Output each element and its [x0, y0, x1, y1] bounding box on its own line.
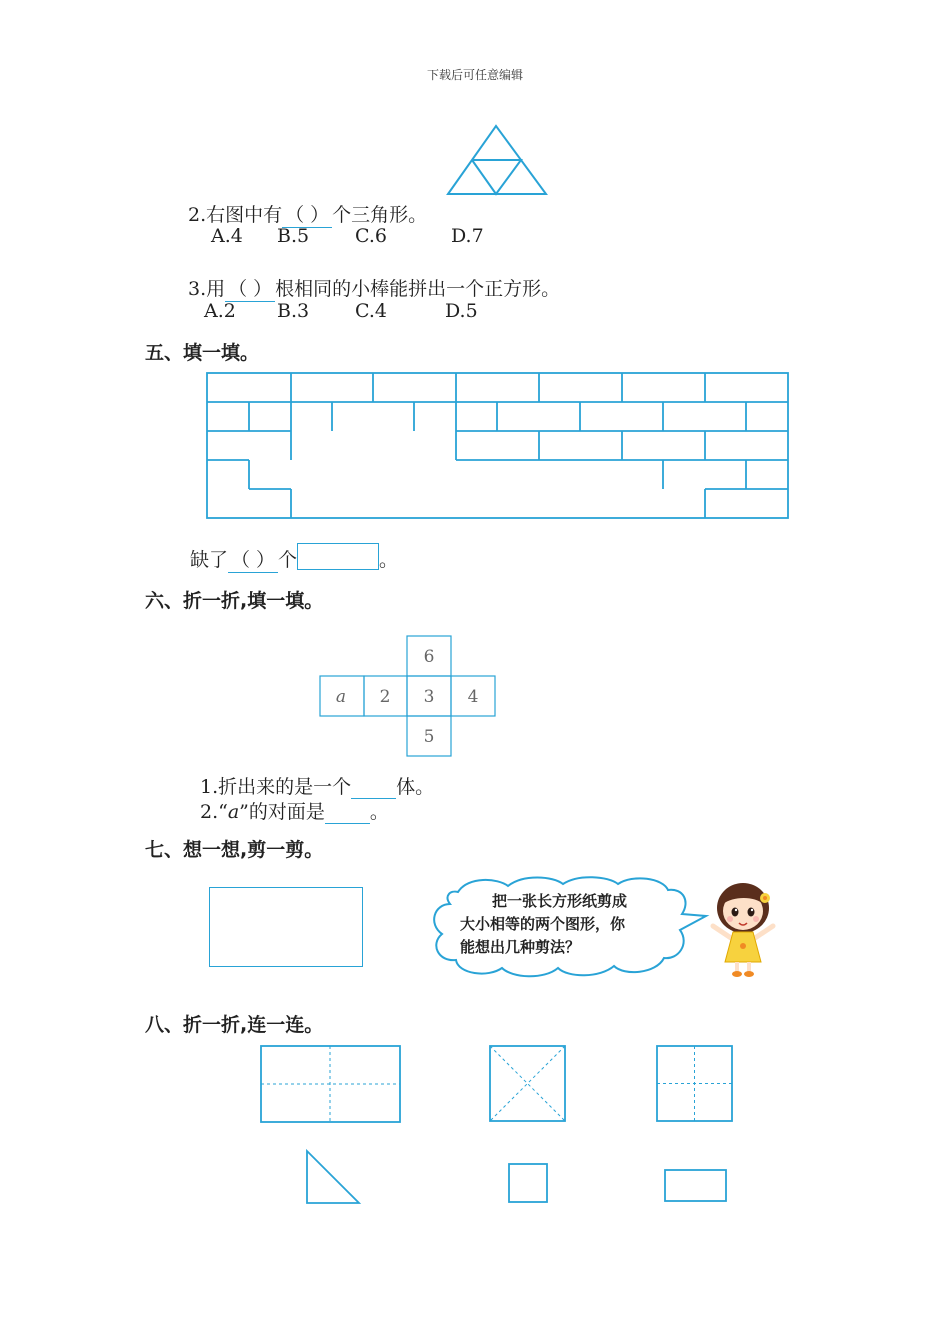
bubble-line: 大小相等的两个图形，你 — [460, 915, 626, 933]
result-square[interactable] — [508, 1163, 550, 1205]
bubble-line: 把一张长方形纸剪成 — [492, 892, 628, 910]
section-6-q1-blank[interactable] — [351, 776, 396, 799]
section-6-q2-suffix: 。 — [369, 801, 389, 823]
brick-wall-figure — [206, 372, 790, 520]
section-6-q2-mid: ”的对面是 — [239, 801, 325, 823]
bubble-line: 能想出几种剪法？ — [460, 938, 581, 956]
section-6-q2-blank[interactable] — [325, 801, 370, 824]
section-5-blank[interactable]: （ ） — [228, 545, 278, 573]
bubble-text — [460, 890, 627, 959]
question-2-options — [0, 225, 950, 249]
question-2-blank[interactable]: （ ） — [282, 200, 332, 228]
question-3-blank[interactable]: （ ） — [225, 274, 275, 302]
section-6-title: 六、折一折,填一填。 — [145, 590, 324, 612]
section-5-answer — [190, 543, 398, 573]
option-b[interactable]: B.5 — [277, 225, 310, 247]
rectangle-paper — [209, 887, 363, 967]
section-8-title: 八、折一折,连一连。 — [145, 1014, 324, 1036]
section-6-q1-suffix: 体。 — [396, 776, 435, 798]
section-7-title: 七、想一想,剪一剪。 — [145, 839, 324, 861]
cube-face-top: 6 — [423, 647, 435, 667]
cube-face-left: a — [335, 687, 347, 707]
section-5-answer-mid: 个 — [278, 549, 298, 571]
section-6-q2-var: a — [227, 801, 240, 823]
girl-illustration — [703, 878, 783, 978]
section-5-answer-end: 。 — [379, 549, 399, 571]
section-6-q1-prefix: 1.折出来的是一个 — [200, 776, 352, 798]
section-5-answer-prefix: 缺了 — [190, 549, 229, 571]
brick-icon — [297, 543, 379, 570]
question-3-options — [0, 300, 950, 324]
option-b[interactable]: B.3 — [277, 300, 310, 322]
question-2 — [188, 200, 427, 228]
question-3-prefix: 3.用 — [188, 278, 226, 300]
folded-square-diagonal — [489, 1045, 568, 1124]
section-6-question-2 — [200, 797, 389, 824]
option-d[interactable]: D.7 — [451, 225, 484, 247]
option-d[interactable]: D.5 — [445, 300, 478, 322]
cube-face-b: 2 — [379, 687, 391, 707]
question-2-prefix: 2.右图中有 — [188, 204, 283, 226]
page-header: 下载后可任意编辑 — [426, 68, 523, 82]
option-a[interactable]: A.2 — [204, 300, 236, 322]
option-c[interactable]: C.6 — [355, 225, 387, 247]
folded-square-cross — [656, 1045, 735, 1124]
question-3-suffix: 根相同的小棒能拼出一个正方形。 — [275, 278, 561, 300]
question-3 — [188, 274, 560, 302]
section-5-title: 五、填一填。 — [145, 342, 260, 364]
result-triangle[interactable] — [306, 1150, 362, 1205]
cube-net-figure — [319, 635, 497, 757]
option-a[interactable]: A.4 — [211, 225, 243, 247]
cube-face-d: 4 — [467, 687, 479, 707]
option-c[interactable]: C.4 — [355, 300, 387, 322]
folded-rectangle — [260, 1045, 402, 1125]
cube-face-bottom: 5 — [423, 727, 435, 747]
question-2-suffix: 个三角形。 — [332, 204, 428, 226]
result-rectangle[interactable] — [664, 1169, 729, 1204]
cube-face-c: 3 — [423, 687, 435, 707]
section-6-question-1 — [200, 772, 434, 799]
triangle-figure — [446, 124, 550, 196]
section-6-q2-prefix: 2.“ — [200, 801, 228, 823]
